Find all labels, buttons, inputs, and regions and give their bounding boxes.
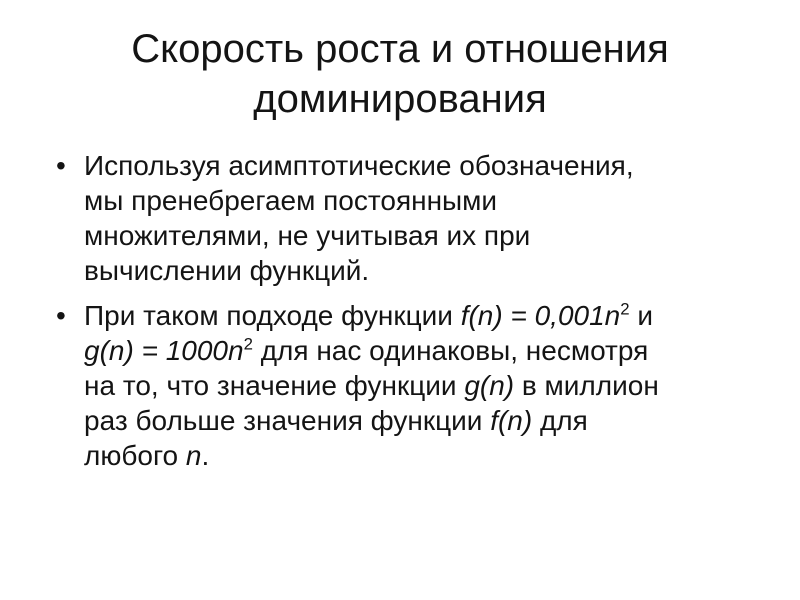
- formula-n: n: [185, 440, 202, 471]
- bullet-2-line-2: [84, 333, 756, 368]
- text-segment: в миллион: [514, 370, 659, 401]
- formula-exponent: 2: [243, 334, 253, 354]
- bullet-1-line-2: мы пренебрегаем постоянными: [84, 185, 498, 216]
- bullet-1-line-3: множителями, не учитывая их при: [84, 220, 531, 251]
- bullet-item-1: [56, 148, 756, 288]
- bullet-text-1: [84, 148, 756, 288]
- text-segment: на то, что значение функции: [84, 370, 465, 401]
- formula-f: f(n) = 0,001n: [460, 300, 621, 331]
- bullet-1-line-1: Используя асимптотические обозначения,: [84, 150, 634, 181]
- text-segment: и: [629, 300, 654, 331]
- formula-g: g(n) = 1000n: [84, 335, 244, 366]
- bullet-marker: •: [56, 150, 66, 181]
- bullet-2-line-1: [84, 298, 756, 333]
- bullet-2-line-5: [84, 438, 756, 473]
- bullet-text-2: [84, 298, 756, 473]
- bullet-2-line-4: [84, 403, 756, 438]
- formula-exponent: 2: [620, 299, 630, 319]
- slide-title: [60, 24, 740, 124]
- bullet-item-2: [56, 298, 756, 473]
- text-segment: раз больше значения функции: [84, 405, 491, 436]
- formula-g-inline: g(n): [464, 370, 515, 401]
- bullet-2-line-3: [84, 368, 756, 403]
- title-line-1: Скорость роста и отношения: [131, 27, 669, 71]
- text-segment: При таком подходе функции: [84, 300, 461, 331]
- bullet-marker: •: [56, 300, 66, 331]
- text-segment: .: [201, 440, 210, 471]
- title-line-2: доминирования: [253, 77, 547, 121]
- bullet-list: [56, 148, 756, 483]
- formula-f-inline: f(n): [490, 405, 533, 436]
- text-segment: для нас одинаковы, несмотря: [252, 335, 649, 366]
- text-segment: любого: [84, 440, 186, 471]
- bullet-1-line-4: вычислении функций.: [84, 255, 370, 286]
- text-segment: для: [532, 405, 588, 436]
